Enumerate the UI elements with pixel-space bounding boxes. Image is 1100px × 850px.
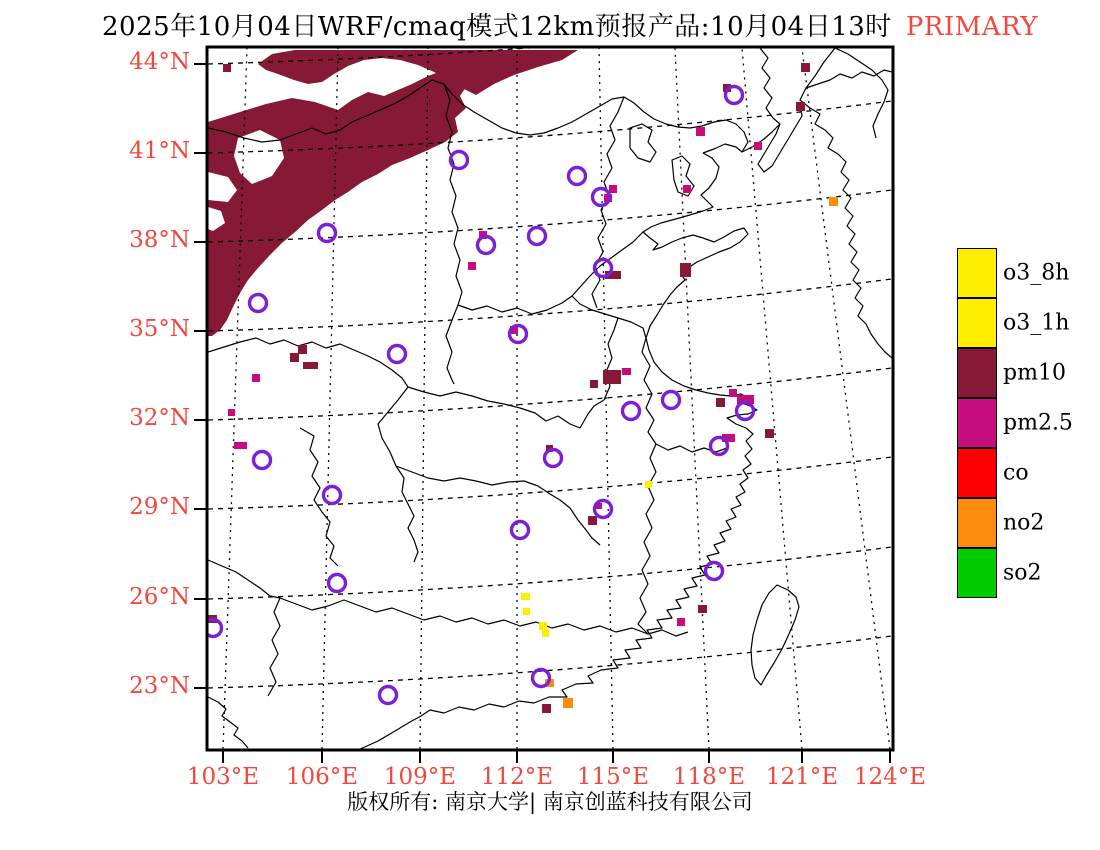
pollutant-cell-o3_1h <box>645 481 652 488</box>
pollutant-cell-pm10 <box>298 345 307 354</box>
boundary-path <box>703 104 802 172</box>
pollutant-cell-pm10 <box>590 380 598 388</box>
boundary-path <box>446 305 458 384</box>
pollutant-cell-pm25 <box>729 389 737 397</box>
legend-swatch-pm10 <box>957 348 997 398</box>
station-ring <box>512 522 529 539</box>
station-ring <box>545 450 562 467</box>
boundary-path <box>760 48 780 124</box>
meridian-line <box>802 48 890 749</box>
station-ring <box>529 228 546 245</box>
lat-label: 38°N <box>129 227 190 253</box>
legend-row-pm2.5 <box>957 398 1100 448</box>
lon-label: 103°E <box>186 764 260 790</box>
lon-label: 121°E <box>765 764 839 790</box>
pm10-exceedance-region <box>208 50 578 336</box>
pollutant-cell-pm10 <box>716 398 725 407</box>
boundary-path <box>751 585 799 685</box>
boundary-path <box>656 444 727 452</box>
boundary-path <box>572 232 646 338</box>
station-ring <box>478 237 495 254</box>
pollutant-cell-pm25 <box>754 142 762 150</box>
pollutant-cell-o3_1h <box>521 593 530 600</box>
station-ring <box>380 687 397 704</box>
pollutant-cell-pm25 <box>234 442 247 449</box>
legend-label: o3_1h <box>1003 310 1070 336</box>
pollutant-cell-pm10 <box>698 605 707 613</box>
pollutant-cell-pm25 <box>696 127 705 136</box>
station-ring <box>324 487 341 504</box>
legend-row-o3_8h <box>957 248 1100 298</box>
station-ring <box>595 260 612 277</box>
pollutant-cell-pm10 <box>796 102 805 111</box>
lon-label: 109°E <box>383 764 457 790</box>
pollutant-cell-pm10 <box>290 353 299 362</box>
boundary-path <box>800 48 892 358</box>
parallel-line <box>208 279 892 331</box>
pollutant-cell-pm25 <box>228 409 235 416</box>
legend-label: pm2.5 <box>1003 410 1073 436</box>
copyright-line: 版权所有: 南京大学| 南京创蓝科技有限公司 <box>347 790 753 814</box>
pollutant-cell-pm25 <box>609 185 617 193</box>
pollutant-cell-pm10 <box>603 370 621 384</box>
pollutant-cell-pm10 <box>223 64 231 72</box>
pollutant-cell-o3_1h <box>539 622 547 630</box>
station-ring <box>254 452 271 469</box>
pollutant-cell-pm10 <box>801 63 810 72</box>
lon-label: 115°E <box>576 764 650 790</box>
lon-label: 112°E <box>480 764 554 790</box>
legend-row-o3_1h <box>957 298 1100 348</box>
pollutant-cell-o3_1h <box>542 629 549 637</box>
pollutant-cell-pm25 <box>683 185 691 193</box>
station-ring <box>569 168 586 185</box>
legend-swatch-o3_1h <box>957 298 997 348</box>
boundary-path <box>408 387 604 428</box>
boundary-path <box>630 124 656 162</box>
legend-swatch-no2 <box>957 498 997 548</box>
station-ring <box>663 392 680 409</box>
pollutant-legend <box>957 248 1100 598</box>
legend-label: so2 <box>1003 560 1042 586</box>
lat-label: 41°N <box>129 138 190 164</box>
lat-label: 32°N <box>129 405 190 431</box>
legend-label: co <box>1003 460 1029 486</box>
legend-swatch-so2 <box>957 548 997 598</box>
boundary-path <box>208 697 248 748</box>
station-ring <box>737 403 754 420</box>
legend-label: pm10 <box>1003 360 1066 386</box>
station-ring <box>706 563 723 580</box>
pollutant-cell-no2 <box>563 698 573 708</box>
pollutant-cell-pm10 <box>680 263 691 277</box>
meridian-line <box>420 48 428 749</box>
lat-label: 26°N <box>129 584 190 610</box>
station-ring <box>250 295 267 312</box>
boundary-path <box>280 598 688 636</box>
legend-row-no2 <box>957 498 1100 548</box>
pollutant-cell-pm10 <box>588 516 597 525</box>
pollutant-cell-pm10 <box>765 429 774 438</box>
station-ring <box>329 575 346 592</box>
title-primary-flag: PRIMARY <box>905 12 1038 42</box>
legend-row-so2 <box>957 548 1100 598</box>
station-ring <box>389 346 406 363</box>
lon-label: 118°E <box>672 764 746 790</box>
boundary-path <box>638 444 656 634</box>
lat-label: 29°N <box>129 494 190 520</box>
pollutant-cell-pm25 <box>622 368 631 375</box>
boundary-path <box>378 387 418 562</box>
legend-swatch-o3_8h <box>957 248 997 298</box>
lat-label: 35°N <box>129 316 190 342</box>
legend-swatch-co <box>957 448 997 498</box>
boundary-path <box>300 428 338 566</box>
legend-row-pm10 <box>957 348 1100 398</box>
pollutant-cell-no2 <box>829 197 838 206</box>
lat-label: 23°N <box>129 673 190 699</box>
pollutant-cell-pm10 <box>303 362 318 369</box>
boundary-path <box>208 560 280 598</box>
station-ring <box>319 225 336 242</box>
boundary-path <box>806 70 892 88</box>
station-ring <box>533 670 550 687</box>
lon-label: 124°E <box>853 764 927 790</box>
legend-label: no2 <box>1003 510 1045 536</box>
legend-label: o3_8h <box>1003 260 1070 286</box>
boundary-path <box>642 338 656 444</box>
pollutant-cell-pm25 <box>468 262 476 270</box>
pollutant-cell-pm25 <box>677 618 685 626</box>
pollutant-cell-o3_1h <box>523 608 530 615</box>
lon-label: 106°E <box>285 764 359 790</box>
boundary-path <box>268 598 280 696</box>
title-text: 2025年10月04日WRF/cmaq模式12km预报产品:10月04日13时 <box>102 12 892 42</box>
boundary-path <box>835 48 888 138</box>
boundary-path <box>604 318 618 400</box>
lat-label: 44°N <box>129 49 190 75</box>
station-ring <box>623 403 640 420</box>
boundary-path <box>458 296 572 314</box>
pollutant-cell-pm10 <box>542 704 551 713</box>
legend-swatch-pm2.5 <box>957 398 997 448</box>
legend-row-co <box>957 448 1100 498</box>
station-ring <box>726 87 743 104</box>
station-ring <box>711 438 728 455</box>
pollutant-cell-pm25 <box>252 374 260 382</box>
parallel-line <box>208 368 892 420</box>
pm10-band <box>208 56 486 336</box>
boundary-path <box>396 466 600 545</box>
